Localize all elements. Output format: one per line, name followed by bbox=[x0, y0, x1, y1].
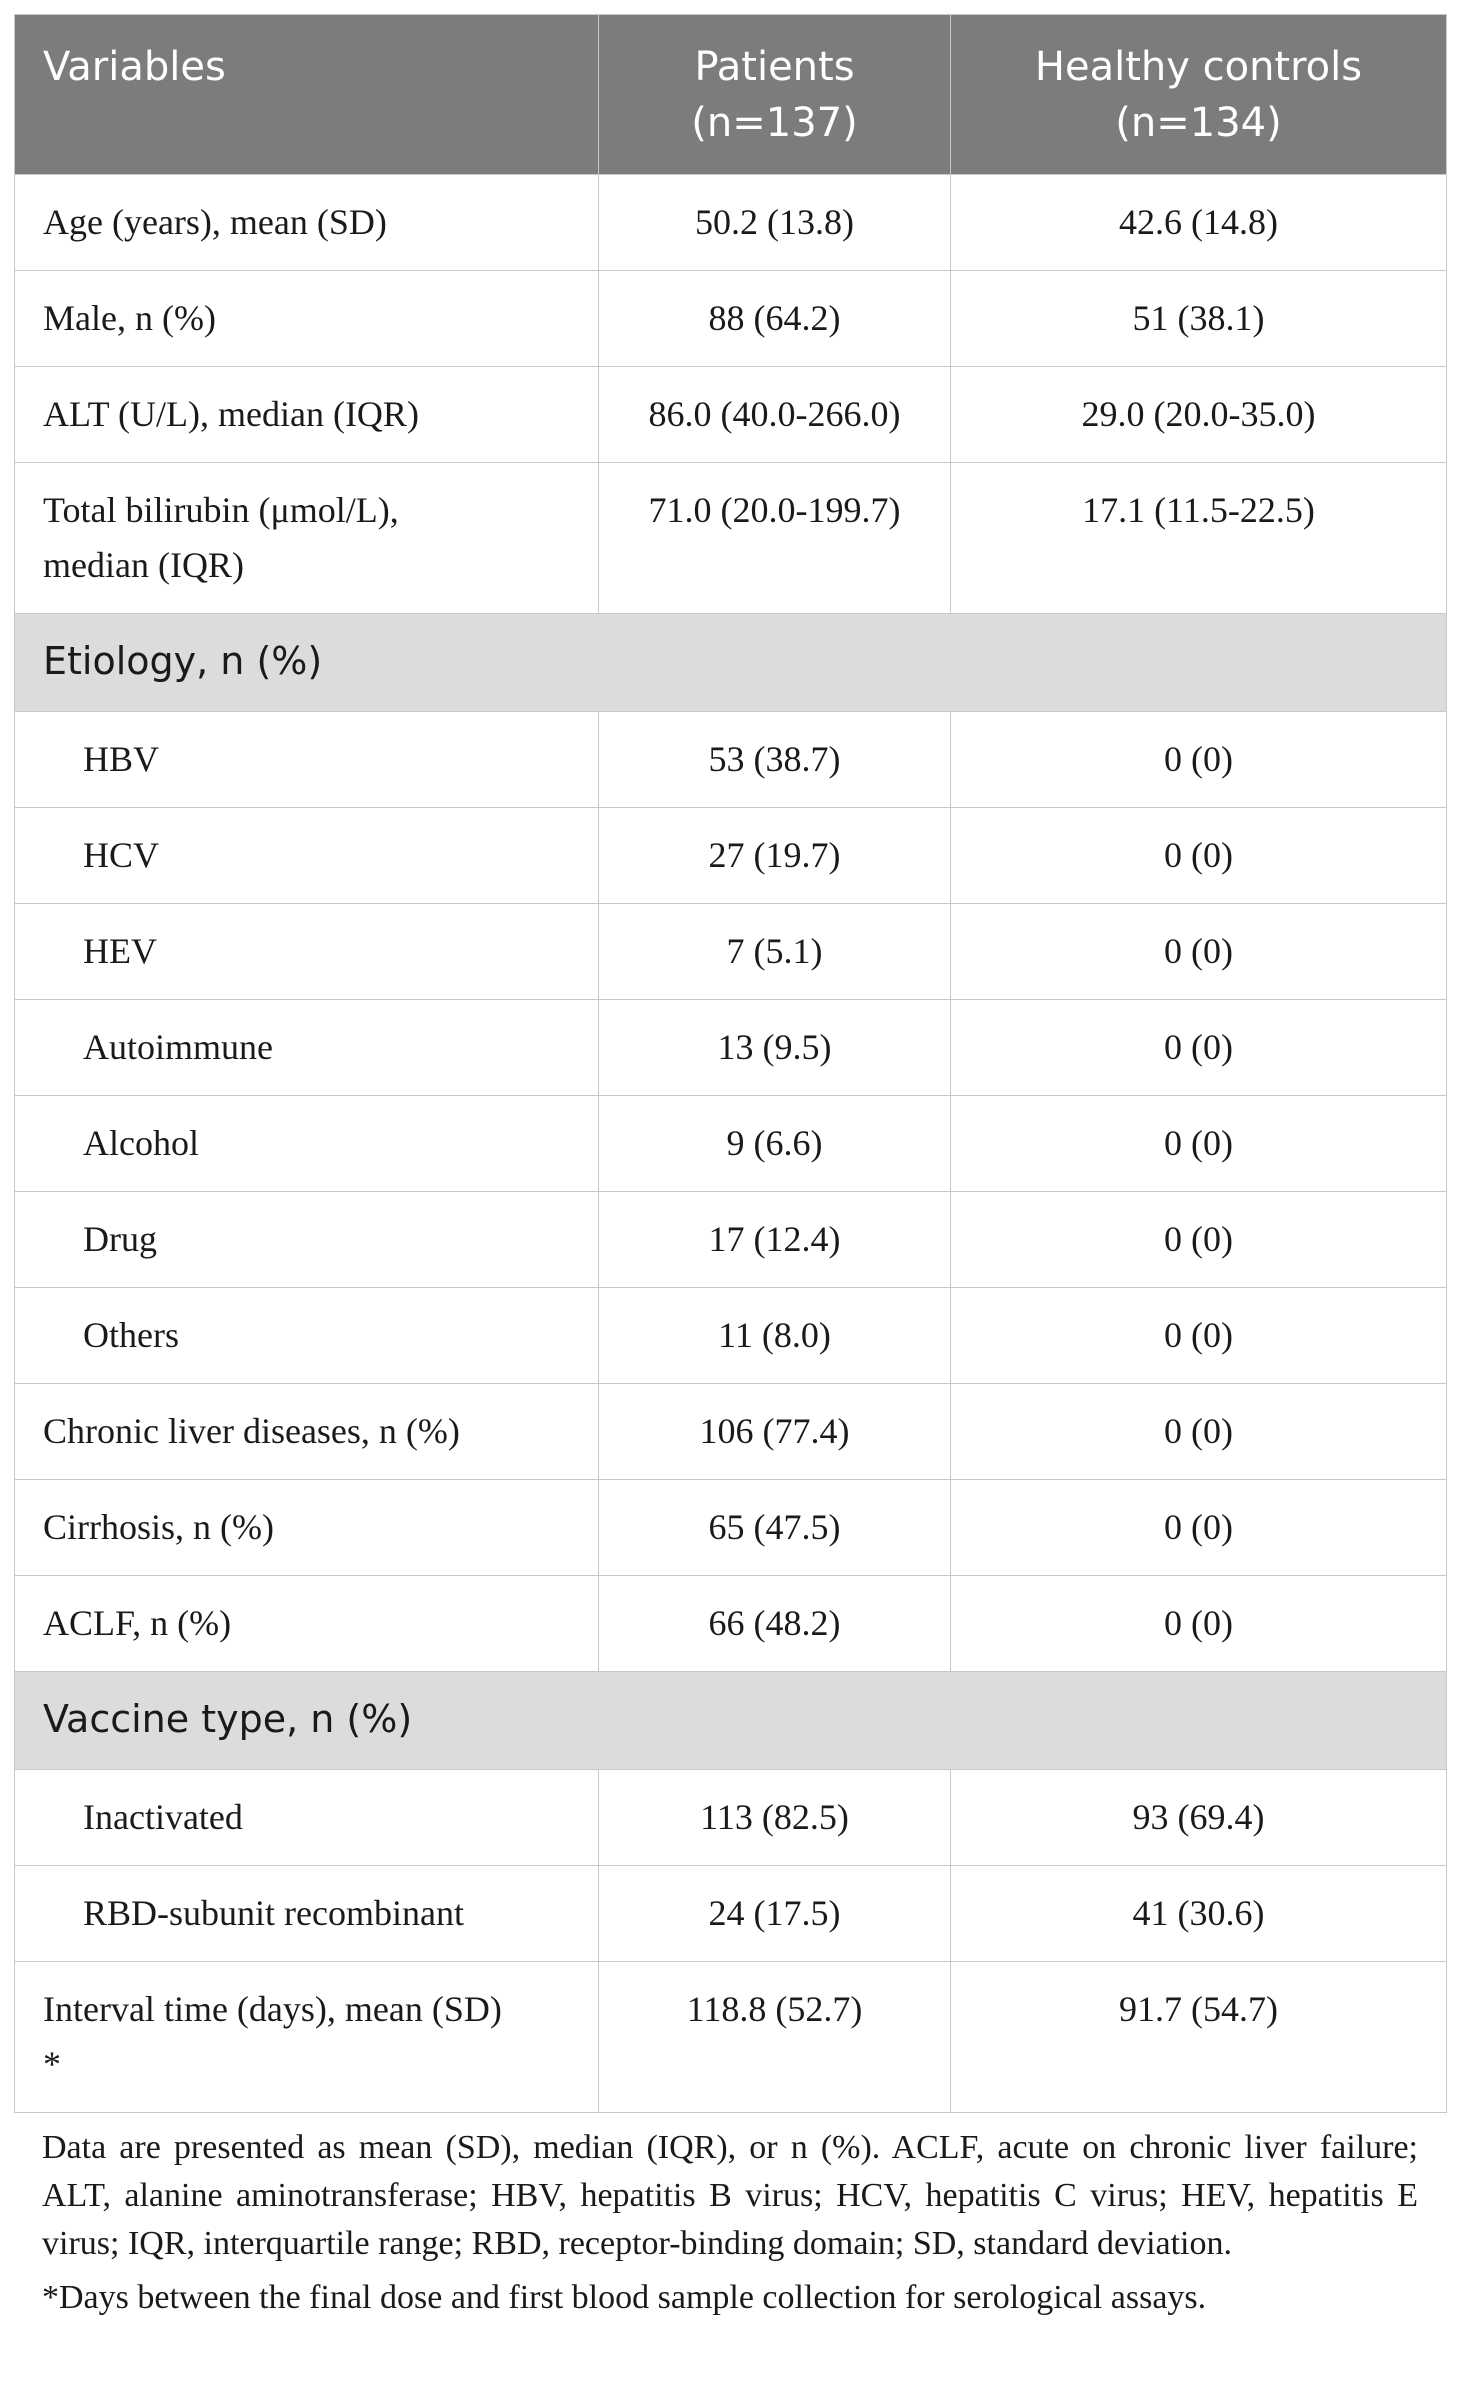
patients-value: 106 (77.4) bbox=[599, 1384, 951, 1480]
table-row bbox=[15, 1866, 1447, 1962]
patients-value: 88 (64.2) bbox=[599, 271, 951, 367]
table-row bbox=[15, 1096, 1447, 1192]
row-label: HCV bbox=[15, 808, 599, 904]
controls-value: 42.6 (14.8) bbox=[951, 175, 1447, 271]
table-row bbox=[15, 1000, 1447, 1096]
table-row bbox=[15, 1770, 1447, 1866]
controls-value: 0 (0) bbox=[951, 904, 1447, 1000]
footnote-interval: *Days between the final dose and first blood sample collection for serological assays. bbox=[42, 2279, 1207, 2316]
table-header-row bbox=[15, 15, 1447, 175]
row-label-line1: Total bilirubin (μmol/L), bbox=[43, 490, 399, 530]
row-label: Alcohol bbox=[15, 1096, 599, 1192]
row-label: Others bbox=[15, 1288, 599, 1384]
table-row bbox=[15, 463, 1447, 614]
controls-value: 0 (0) bbox=[951, 712, 1447, 808]
patients-value: 113 (82.5) bbox=[599, 1770, 951, 1866]
row-label: Inactivated bbox=[15, 1770, 599, 1866]
patients-value: 50.2 (13.8) bbox=[599, 175, 951, 271]
row-label bbox=[15, 1962, 599, 2113]
controls-value: 41 (30.6) bbox=[951, 1866, 1447, 1962]
header-controls-line2: (n=134) bbox=[1115, 100, 1282, 146]
patients-value: 13 (9.5) bbox=[599, 1000, 951, 1096]
row-label: Male, n (%) bbox=[15, 271, 599, 367]
patients-value: 118.8 (52.7) bbox=[599, 1962, 951, 2113]
header-variables bbox=[15, 15, 599, 175]
patients-value: 7 (5.1) bbox=[599, 904, 951, 1000]
row-label: Cirrhosis, n (%) bbox=[15, 1480, 599, 1576]
table-row bbox=[15, 1288, 1447, 1384]
patients-value: 66 (48.2) bbox=[599, 1576, 951, 1672]
row-label: Drug bbox=[15, 1192, 599, 1288]
table-row bbox=[15, 1962, 1447, 2113]
row-label: HBV bbox=[15, 712, 599, 808]
controls-value: 17.1 (11.5-22.5) bbox=[951, 463, 1447, 614]
row-label-line2: median (IQR) bbox=[43, 545, 244, 585]
characteristics-table bbox=[14, 14, 1447, 2113]
header-patients bbox=[599, 15, 951, 175]
controls-value: 93 (69.4) bbox=[951, 1770, 1447, 1866]
header-patients-line1: Patients bbox=[694, 44, 855, 90]
patients-value: 27 (19.7) bbox=[599, 808, 951, 904]
controls-value: 29.0 (20.0-35.0) bbox=[951, 367, 1447, 463]
header-variables-label: Variables bbox=[43, 44, 226, 90]
patients-value: 71.0 (20.0-199.7) bbox=[599, 463, 951, 614]
row-label: RBD-subunit recombinant bbox=[15, 1866, 599, 1962]
patients-value: 86.0 (40.0-266.0) bbox=[599, 367, 951, 463]
header-controls-line1: Healthy controls bbox=[1034, 44, 1363, 90]
controls-value: 0 (0) bbox=[951, 1384, 1447, 1480]
characteristics-table-container bbox=[14, 14, 1446, 2113]
section-label: Etiology, n (%) bbox=[15, 614, 1447, 712]
patients-value: 11 (8.0) bbox=[599, 1288, 951, 1384]
table-row bbox=[15, 808, 1447, 904]
section-row-etiology bbox=[15, 614, 1447, 712]
table-row bbox=[15, 1192, 1447, 1288]
section-row-vaccine-type bbox=[15, 1672, 1447, 1770]
patients-value: 17 (12.4) bbox=[599, 1192, 951, 1288]
row-label-line1: Interval time (days), mean (SD) bbox=[43, 1989, 502, 2029]
table-row bbox=[15, 271, 1447, 367]
patients-value: 53 (38.7) bbox=[599, 712, 951, 808]
controls-value: 0 (0) bbox=[951, 1480, 1447, 1576]
patients-value: 65 (47.5) bbox=[599, 1480, 951, 1576]
controls-value: 0 (0) bbox=[951, 1288, 1447, 1384]
header-patients-line2: (n=137) bbox=[691, 100, 858, 146]
row-label: Age (years), mean (SD) bbox=[15, 175, 599, 271]
row-label: ACLF, n (%) bbox=[15, 1576, 599, 1672]
footnote-abbreviations: Data are presented as mean (SD), median (IQR), or n (%). ACLF, acute on chronic liver failure; ALT, alanine aminotransferase; HBV, hepatitis B virus; HCV, hepatitis C virus; HEV, hepatitis E virus; IQR, interquartile range; RBD, receptor-binding domain; SD, standard deviation. bbox=[42, 2129, 1418, 2262]
table-footnotes bbox=[42, 2124, 1418, 2322]
controls-value: 91.7 (54.7) bbox=[951, 1962, 1447, 2113]
table-row bbox=[15, 175, 1447, 271]
controls-value: 0 (0) bbox=[951, 808, 1447, 904]
row-label: HEV bbox=[15, 904, 599, 1000]
row-label: Chronic liver diseases, n (%) bbox=[15, 1384, 599, 1480]
row-label: ALT (U/L), median (IQR) bbox=[15, 367, 599, 463]
table-row bbox=[15, 904, 1447, 1000]
patients-value: 24 (17.5) bbox=[599, 1866, 951, 1962]
patients-value: 9 (6.6) bbox=[599, 1096, 951, 1192]
header-controls bbox=[951, 15, 1447, 175]
table-row bbox=[15, 1384, 1447, 1480]
controls-value: 0 (0) bbox=[951, 1576, 1447, 1672]
controls-value: 51 (38.1) bbox=[951, 271, 1447, 367]
controls-value: 0 (0) bbox=[951, 1192, 1447, 1288]
section-label: Vaccine type, n (%) bbox=[15, 1672, 1447, 1770]
row-label bbox=[15, 463, 599, 614]
footnote-marker: * bbox=[43, 2044, 61, 2084]
table-row bbox=[15, 367, 1447, 463]
row-label: Autoimmune bbox=[15, 1000, 599, 1096]
table-row bbox=[15, 712, 1447, 808]
controls-value: 0 (0) bbox=[951, 1000, 1447, 1096]
table-row bbox=[15, 1480, 1447, 1576]
table-row bbox=[15, 1576, 1447, 1672]
controls-value: 0 (0) bbox=[951, 1096, 1447, 1192]
